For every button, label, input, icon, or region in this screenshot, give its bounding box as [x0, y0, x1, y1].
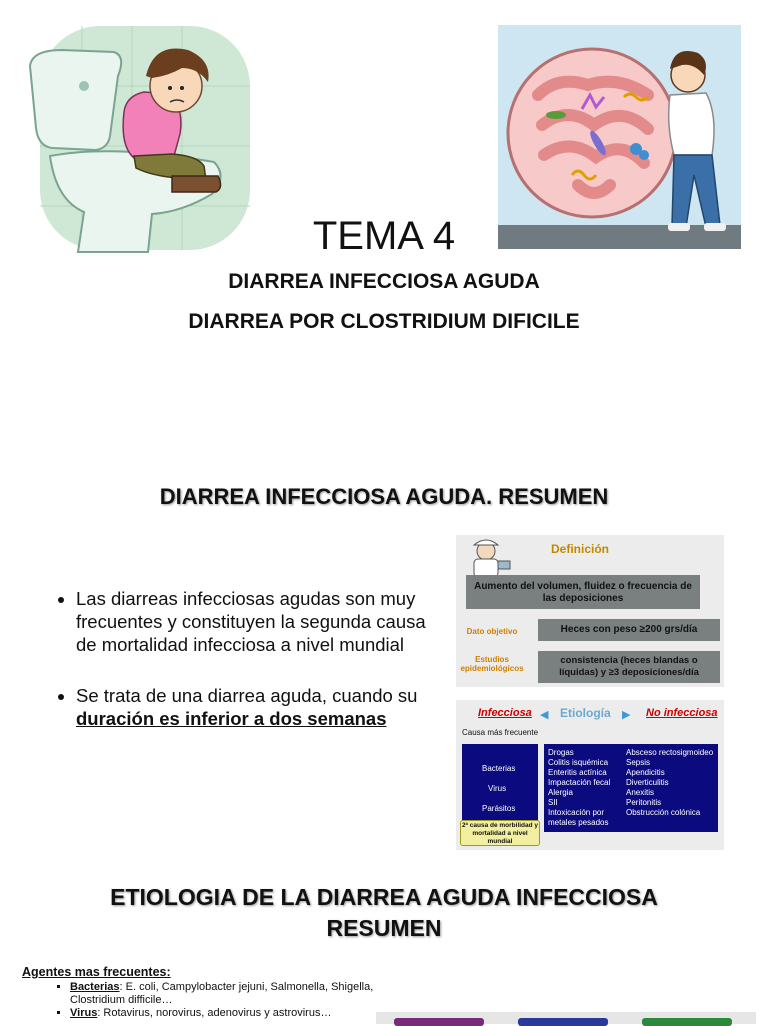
etiologia-center: Etiología	[560, 706, 611, 720]
resumen-bullets	[58, 587, 448, 758]
etiologia-section-title-2: RESUMEN	[326, 915, 442, 941]
agente-bacterias: ▪ Bacterias: E. coli, Campylobacter jejuni, Salmonella, Shigella, Clostridium difficile…	[70, 981, 382, 1007]
item-virus: Virus	[488, 784, 507, 793]
subtitle-2: DIARREA POR CLOSTRIDIUM DIFICILE	[188, 310, 580, 333]
definicion-box	[456, 535, 724, 687]
no-infecciosa-label: No infecciosa	[646, 707, 718, 719]
infecciosa-panel	[462, 744, 538, 822]
no-inf-item: Apendicitis	[626, 768, 665, 777]
slide-title: TEMA 4	[312, 214, 456, 258]
agente-virus: ▪ Virus: Rotavirus, norovirus, adenovirus y astrovirus…	[70, 1007, 382, 1020]
no-inf-item: SII	[548, 798, 558, 807]
bullet-2: • Se trata de una diarrea aguda, cuando su duración es inferior a dos semanas	[76, 684, 448, 730]
estudios-value: consistencia (heces blandas o líquidas) y ≥3 deposiciones/día	[538, 651, 720, 683]
estudios-label: Estudios epidemiológicos	[460, 655, 524, 673]
no-inf-item: Diverticulitis	[626, 778, 669, 787]
duration-emphasis: duración es inferior a dos semanas	[76, 708, 387, 729]
etiologia-box	[456, 700, 724, 850]
no-inf-item: Peritonitis	[626, 798, 662, 807]
right-arrow-icon: ▶	[622, 709, 631, 721]
item-parasitos: Parásitos	[482, 804, 516, 813]
causa-label: Causa más frecuente	[462, 728, 539, 737]
bottom-diagram-strip	[376, 1012, 756, 1024]
bullet-1: • Las diarreas infecciosas agudas son muy frecuentes y constituyen la segunda causa de mortalidad infecciosa a nivel mundial	[76, 587, 448, 656]
definicion-title: Definición	[551, 542, 610, 556]
no-inf-item: Impactación fecal	[548, 778, 611, 787]
no-inf-item: Alergia	[548, 788, 573, 797]
resumen-title: DIARREA INFECCIOSA AGUDA. RESUMEN	[159, 484, 609, 509]
no-inf-item: Intoxicación por metales pesados	[548, 808, 609, 827]
no-inf-col2	[626, 748, 718, 818]
dato-objetivo-label: Dato objetivo	[466, 627, 518, 636]
etiologia-section-title-1: ETIOLOGIA DE LA DIARREA AGUDA INFECCIOSA	[110, 884, 658, 910]
no-inf-item: Obstrucción colónica	[626, 808, 701, 817]
no-inf-item: Colitis isquémica	[548, 758, 609, 767]
morbilidad-note: 2ª causa de morbilidad y mortalidad a nivel mundial	[461, 822, 539, 845]
dato-objetivo-value: Heces con peso ≥200 grs/día	[538, 619, 720, 641]
no-inf-item: Enteritis actínica	[548, 768, 607, 777]
agentes-heading: Agentes mas frecuentes:	[22, 965, 171, 979]
infecciosa-label: Infecciosa	[478, 707, 532, 719]
no-inf-item: Anexitis	[626, 788, 655, 797]
no-inf-item: Sepsis	[626, 758, 651, 767]
agentes-list	[22, 966, 382, 1020]
no-inf-item: Drogas	[548, 748, 574, 757]
subtitle-1: DIARREA INFECCIOSA AGUDA	[228, 270, 540, 293]
left-arrow-icon: ◀	[540, 709, 549, 721]
item-bacterias: Bacterias	[482, 764, 516, 773]
no-inf-col1	[548, 748, 624, 828]
no-inf-item: Absceso rectosigmoideo	[626, 748, 714, 757]
definicion-main: Aumento del volumen, fluidez o frecuencia de las deposiciones	[466, 575, 700, 609]
no-infecciosa-panel	[544, 744, 718, 832]
